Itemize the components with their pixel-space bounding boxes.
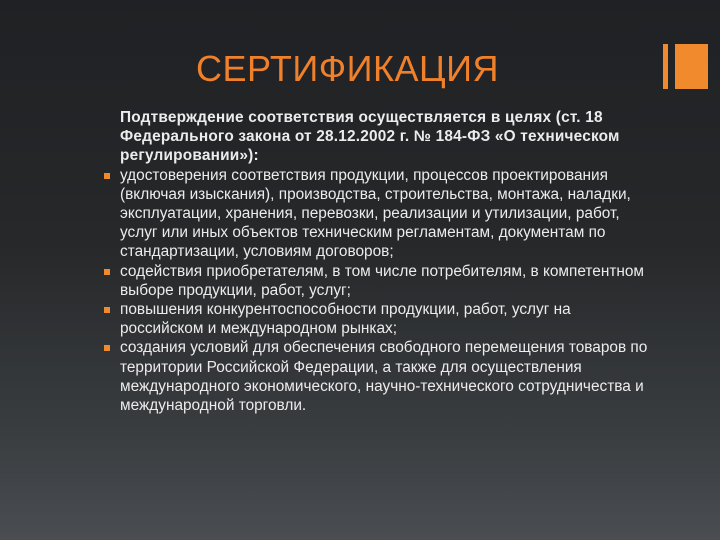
bullet-text: создания условий для обеспечения свободного перемещения товаров по территории Российской Федерации, а также для осуществления международного экономического, научно-технического сотрудничества и международной торговли. <box>120 339 648 415</box>
bullet-item <box>112 300 652 338</box>
intro-paragraph: Подтверждение соответствия осуществляется в целях (ст. 18 Федерального закона от 28.12.2002 г. № 184-ФЗ «О техническом регулировании»): <box>120 109 620 165</box>
slide-title: СЕРТИФИКАЦИЯ <box>196 48 499 89</box>
square-bullet-icon <box>104 307 110 313</box>
bullet-item <box>112 262 652 300</box>
square-bullet-icon <box>104 345 110 351</box>
accent-bar-thick <box>675 44 708 89</box>
bullet-text: повышения конкурентоспособности продукции, работ, услуг на российском и международном рынках; <box>120 301 571 338</box>
bullet-list <box>112 166 652 416</box>
bullet-text: содействия приобретателям, в том числе потребителям, в компетентном выборе продукции, работ, услуг; <box>120 262 645 299</box>
bullet-item <box>112 338 652 415</box>
bullet-item <box>112 166 652 262</box>
accent-bar-thin <box>663 44 668 89</box>
bullet-text: удостоверения соответствия продукции, процессов проектирования (включая изыскания), производства, строительства, монтажа, наладки, эксплуатации, хранения, перевозки, реализации и утилизации, работ, услуг или иных объектов техническим регламентам, документам по стандартизации, условиям договоров; <box>120 166 631 261</box>
square-bullet-icon <box>104 173 110 179</box>
slide-body <box>112 108 652 415</box>
square-bullet-icon <box>104 269 110 275</box>
